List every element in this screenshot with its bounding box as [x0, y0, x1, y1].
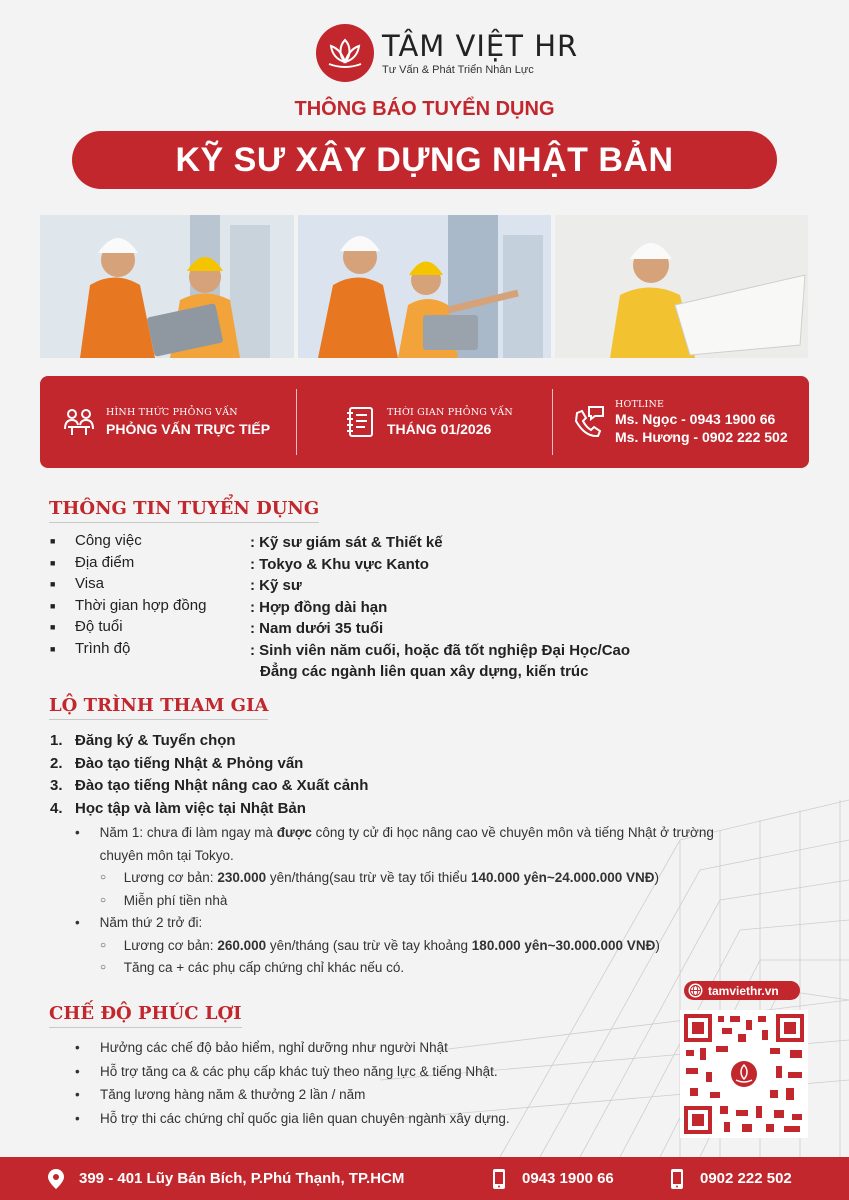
brand-logo: [316, 24, 578, 82]
list-item: ○ Lương cơ bản: 230.000 yên/tháng(sau trừ về tay tối thiểu 140.000 yên~24.000.000 VNĐ): [100, 870, 660, 885]
contract-key: Thời gian hợp đồng: [75, 596, 207, 614]
phone-2-text: 0902 222 502: [700, 1170, 792, 1187]
bullet-icon: ■: [50, 622, 56, 632]
website-link[interactable]: [684, 981, 800, 1000]
footer-phone-2[interactable]: [666, 1168, 792, 1190]
phone-chat-icon: [569, 403, 607, 441]
interview-info-bar: [40, 376, 809, 468]
interview-form-cell: [40, 389, 296, 455]
list-item: • Hỗ trợ thi các chứng chỉ quốc gia liên quan chuyên ngành xây dựng.: [75, 1110, 510, 1126]
hotline-huong[interactable]: Ms. Hương - 0902 222 502: [615, 428, 788, 445]
website-url: tamviethr.vn: [708, 983, 779, 998]
list-item: [50, 532, 670, 554]
bullet-icon: ■: [50, 643, 56, 654]
hotline-ngoc[interactable]: Ms. Ngọc - 0943 1900 66: [615, 410, 776, 427]
footer-address: [45, 1168, 404, 1190]
interview-time-value: THÁNG 01/2026: [387, 421, 492, 437]
list-item: ○ Tăng ca + các phụ cấp chứng chỉ khác nếu có.: [100, 960, 405, 975]
interview-form-label: HÌNH THỨC PHỎNG VẤN: [106, 407, 238, 418]
lotus-logo-icon: [316, 24, 374, 82]
job-title-banner: KỸ SƯ XÂY DỰNG NHẬT BẢN: [72, 131, 777, 189]
education-key: Trình độ: [75, 639, 131, 657]
list-item: [50, 640, 670, 684]
list-item: 3. Đào tạo tiếng Nhật nâng cao & Xuất cảnh: [50, 777, 369, 794]
roadmap-title: LỘ TRÌNH THAM GIA: [49, 695, 268, 720]
location-key: Địa điểm: [75, 553, 135, 571]
benefits-title: CHẾ ĐỘ PHÚC LỢI: [49, 1003, 242, 1028]
interview-time-label: THỜI GIAN PHỎNG VẤN: [387, 407, 513, 418]
visa-value: : Kỹ sư: [250, 577, 302, 594]
list-item: 2. Đào tạo tiếng Nhật & Phỏng vấn: [50, 754, 304, 772]
list-item: • Năm thứ 2 trở đi:: [75, 915, 203, 930]
qr-code[interactable]: [680, 1010, 808, 1138]
globe-icon: [688, 983, 703, 998]
list-item: • Năm 1: chưa đi làm ngay mà được công ty cử đi học nâng cao về chuyên môn và tiếng Nhật ở trường chuyên môn tại Tokyo.: [75, 825, 714, 863]
meeting-icon: [60, 403, 98, 441]
recruitment-info-title: THÔNG TIN TUYỂN DỤNG: [49, 498, 319, 523]
photo-strip: [40, 215, 809, 358]
address-text: 399 - 401 Lũy Bán Bích, P.Phú Thạnh, TP.HCM: [79, 1170, 405, 1187]
hotline-cell: [552, 389, 809, 455]
mobile-phone-icon: [488, 1168, 510, 1190]
benefits-list: [75, 1036, 635, 1130]
interview-time-cell: [296, 389, 552, 455]
engineers-photo-2: [298, 215, 552, 358]
location-value: : Tokyo & Khu vực Kanto: [250, 555, 429, 573]
hotline-label: HOTLINE: [615, 398, 665, 410]
engineer-photo-3: [555, 215, 809, 358]
bullet-icon: ■: [50, 600, 56, 611]
list-item: 4. Học tập và làm việc tại Nhật Bản: [50, 799, 306, 817]
list-item: [50, 554, 670, 576]
job-value: : Kỹ sư giám sát & Thiết kế: [250, 534, 443, 551]
brand-tagline: Tư Vấn & Phát Triển Nhân Lực: [382, 64, 534, 76]
age-key: Độ tuổi: [75, 618, 123, 635]
mobile-phone-icon: [666, 1168, 688, 1190]
education-value: : Sinh viên năm cuối, hoặc đã tốt nghiệp Đại Học/Cao Đẳng các ngành liên quan xây dựng, kiến trúc: [250, 641, 631, 680]
roadmap-steps: [50, 732, 770, 980]
list-item: 1. Đăng ký & Tuyển chọn: [50, 732, 236, 749]
list-item: • Hưởng các chế độ bảo hiểm, nghỉ dưỡng như người Nhật: [75, 1040, 448, 1055]
list-item: ○ Miễn phí tiền nhà: [100, 892, 228, 908]
announcement-title: THÔNG BÁO TUYỂN DỤNG: [294, 98, 555, 120]
list-item: • Hỗ trợ tăng ca & các phụ cấp khác tuỳ theo năng lực & tiếng Nhật.: [75, 1063, 498, 1079]
location-pin-icon: [45, 1168, 67, 1190]
list-item: [50, 575, 670, 597]
bullet-icon: ■: [50, 579, 56, 589]
bullet-icon: ■: [50, 536, 56, 546]
bullet-icon: ■: [50, 557, 56, 568]
list-item: [50, 597, 670, 619]
contract-value: : Hợp đồng dài hạn: [250, 598, 388, 616]
job-key: Công việc: [75, 532, 142, 549]
visa-key: Visa: [75, 575, 104, 592]
work-details: [75, 822, 770, 980]
phone-1-text: 0943 1900 66: [522, 1170, 614, 1187]
footer-bar: [0, 1157, 849, 1200]
recruitment-info-list: [50, 532, 670, 684]
list-item: [50, 618, 670, 640]
list-item: ○ Lương cơ bản: 260.000 yên/tháng (sau trừ về tay khoảng 180.000 yên~30.000.000 VNĐ): [100, 937, 660, 953]
interview-form-value: PHỎNG VẤN TRỰC TIẾP: [106, 421, 271, 437]
engineers-photo-1: [40, 215, 294, 358]
notebook-icon: [341, 403, 379, 441]
brand-name: TÂM VIỆT HR: [382, 29, 579, 63]
age-value: : Nam dưới 35 tuổi: [250, 620, 384, 637]
footer-phone-1[interactable]: [488, 1168, 614, 1190]
list-item: • Tăng lương hàng năm & thưởng 2 lần / năm: [75, 1087, 366, 1102]
